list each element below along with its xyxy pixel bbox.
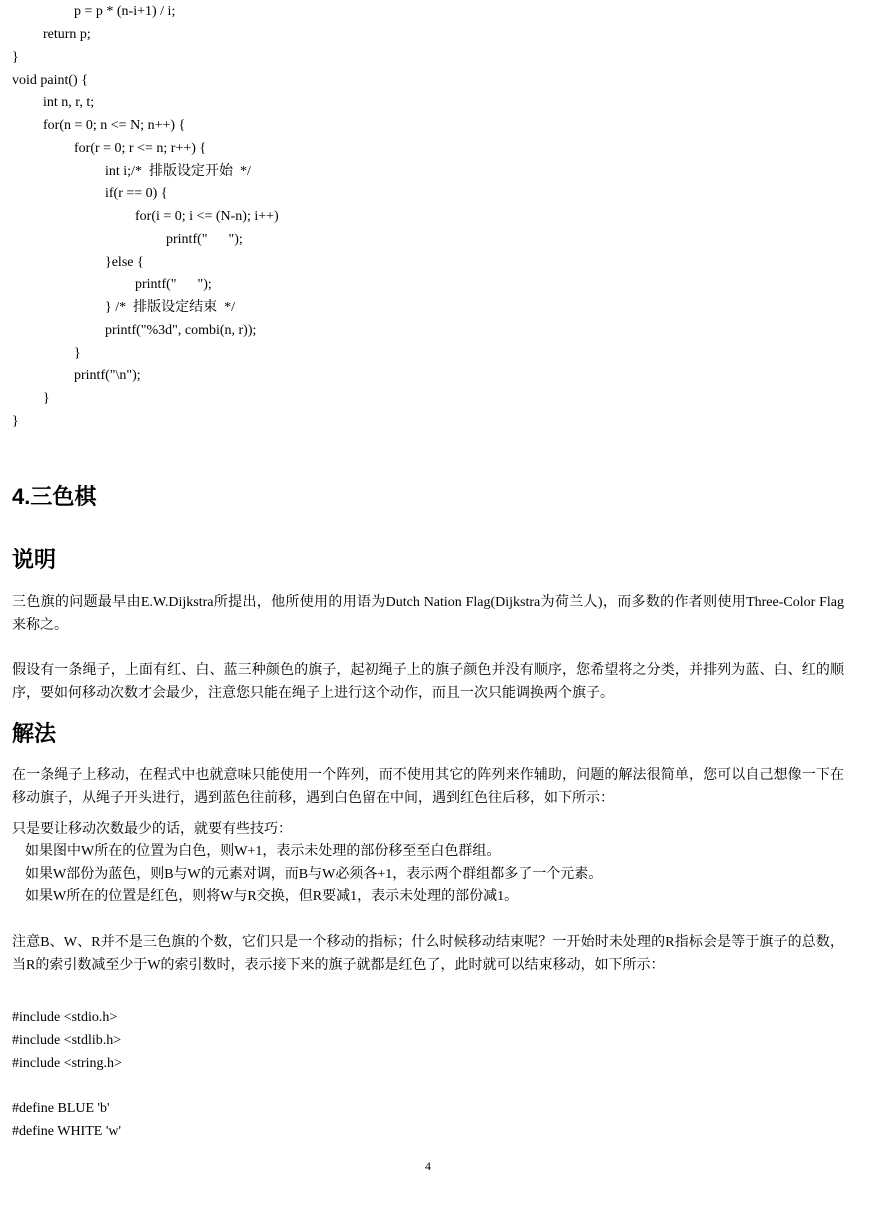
code-line: printf("%3d", combi(n, r)); [105,323,257,338]
heading-solution: 解法 [12,722,57,747]
code-line: int i;/* 排版设定开始 */ [105,164,251,179]
code-line: #define WHITE 'w' [12,1124,121,1139]
code-line: #define BLUE 'b' [12,1101,110,1116]
code-line: for(r = 0; r <= n; r++) { [74,141,207,156]
code-line: p = p * (n-i+1) / i; [74,4,176,19]
code-line: } [12,50,19,65]
code-line: printf(" "); [135,277,212,292]
code-line: void paint() { [12,73,88,88]
code-line: printf("\n"); [74,368,141,383]
code-line: for(n = 0; n <= N; n++) { [43,118,186,133]
code-line: return p; [43,27,91,42]
code-line: for(i = 0; i <= (N-n); i++) [135,209,279,224]
list-item: 如果W部份为蓝色，则B与W的元素对调，而B与W必须各+1，表示两个群组都多了一个元素。 [25,867,603,882]
code-line: #include <string.h> [12,1056,122,1071]
page-number: 4 [425,1159,431,1173]
list-item: 如果图中W所在的位置为白色，则W+1，表示未处理的部份移至至白色群组。 [25,844,501,859]
code-line: } [74,346,81,361]
code-line: }else { [105,255,144,270]
code-line: } [12,414,19,429]
code-line: #include <stdlib.h> [12,1033,122,1048]
code-line: int n, r, t; [43,95,95,110]
list-item: 如果W所在的位置是红色，则将W与R交换，但R要减1，表示未处理的部份减1。 [25,889,519,904]
code-line: } [43,391,50,406]
code-line: printf(" "); [166,232,243,247]
description-paragraph: 三色旗的问题最早由E.W.Dijkstra所提出，他所使用的用语为Dutch Nation Flag(Dijkstra为荷兰人)，而多数的作者则使用Three-Color Flag来称之。 [12,595,844,633]
tips-intro: 只是要让移动次数最少的话，就要有些技巧： [12,822,292,837]
description-paragraph: 假设有一条绳子，上面有红、白、蓝三种颜色的旗子，起初绳子上的旗子颜色并没有顺序，您希望将之分类，并排列为蓝、白、红的顺序，要如何移动次数才会最少，注意您只能在绳子上进行这个动作，而且一次只能调换两个旗子。 [12,663,844,701]
section-title: 4.三色棋 [12,484,97,509]
code-line: #include <stdio.h> [12,1010,118,1025]
code-line: if(r == 0) { [105,186,168,201]
code-line: } /* 排版设定结束 */ [105,300,235,315]
heading-description: 说明 [12,548,57,573]
solution-paragraph: 在一条绳子上移动，在程式中也就意味只能使用一个阵列，而不使用其它的阵列来作辅助，问题的解法很简单，您可以自己想像一下在移动旗子，从绳子开头进行，遇到蓝色往前移，遇到白色留在中间，遇到红色往后移，如下所示： [12,768,844,806]
note-paragraph: 注意B、W、R并不是三色旗的个数，它们只是一个移动的指标；什么时候移动结束呢？一开始时未处理的R指标会是等于旗子的总数，当R的索引数减至少于W的索引数时，表示接下来的旗子就都是红色了，此时就可以结束移动，如下所示： [12,935,844,973]
